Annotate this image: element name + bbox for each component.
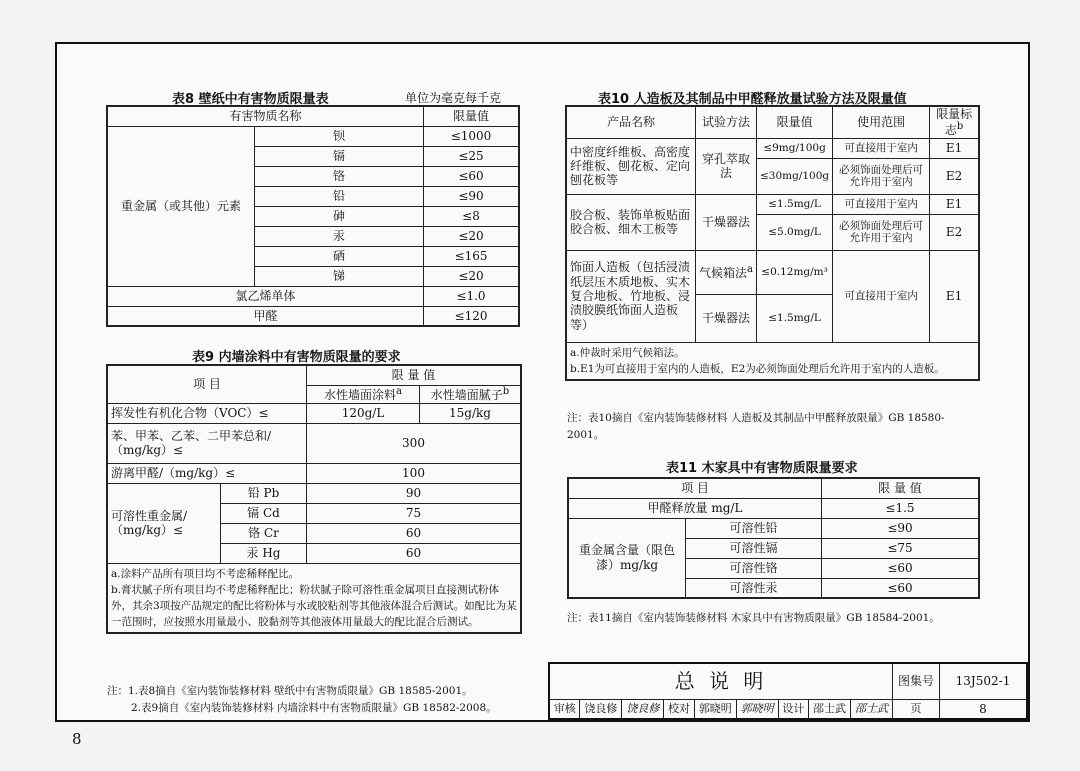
t8-metal-name: 砷 xyxy=(255,206,424,226)
t9-header-col1: 水性墙面涂料$^a$ xyxy=(307,385,420,403)
t10-mark: E1 xyxy=(930,138,979,158)
t10-note-a: a.仲裁时采用气候箱法。 xyxy=(570,346,685,359)
t11-metal-value: ≤60 xyxy=(822,558,980,578)
t10-header-range: 使用范围 xyxy=(833,106,930,138)
bottom-notes xyxy=(107,683,547,717)
t10-method-3a: 气候箱法$^a$ xyxy=(696,250,757,294)
atlas-number: 13J502-1 xyxy=(940,663,1028,699)
drawing-title: 总 说 明 xyxy=(549,663,893,699)
t10-header-limit: 限量值 xyxy=(757,106,833,138)
t8-metal-value: ≤1000 xyxy=(424,126,520,146)
designer-name: 邵士武 xyxy=(809,699,851,719)
t11-metal-name: 可溶性铅 xyxy=(686,518,822,538)
t9-formaldehyde-value: 100 xyxy=(307,463,522,483)
t11-group: 重金属含量（限色漆）mg/kg xyxy=(568,518,686,598)
t10-limit: ≤5.0mg/L xyxy=(757,214,833,250)
t10-product-2: 胶合板、装饰单板贴面胶合板、细木工板等 xyxy=(566,194,696,250)
t8-header-limit: 限量值 xyxy=(424,106,520,126)
table8 xyxy=(106,105,520,327)
t10-limit: ≤1.5mg/L xyxy=(757,194,833,214)
t9-voc-v2: 15g/kg xyxy=(420,403,522,423)
t8-metal-value: ≤20 xyxy=(424,226,520,246)
table11-title: 表11 木家具中有害物质限量要求 xyxy=(666,461,858,476)
review-label: 审核 xyxy=(549,699,580,719)
t10-product-1: 中密度纤维板、高密度纤维板、刨花板、定向刨花板等 xyxy=(566,138,696,194)
t11-source: 注：表11摘自《室内装饰装修材料 木家具中有害物质限量》GB 18584-2001。 xyxy=(567,612,940,624)
t10-mark: E2 xyxy=(930,214,979,250)
t9-notes xyxy=(107,563,521,633)
t11-metal-value: ≤90 xyxy=(822,518,980,538)
bottom-note-1: 注：1.表8摘自《室内装饰装修材料 壁纸中有害物质限量》GB 18585-2001。 xyxy=(107,685,473,697)
t8-group-label: 重金属（或其他）元素 xyxy=(107,126,255,286)
table9 xyxy=(106,364,522,634)
t11-metal-name: 可溶性镉 xyxy=(686,538,822,558)
t8-metal-value: ≤25 xyxy=(424,146,520,166)
t10-header-mark: 限量标志$^b$ xyxy=(930,106,979,138)
t8-metal-name: 硒 xyxy=(255,246,424,266)
t9-metal-name: 镉 Cd xyxy=(221,503,307,523)
t9-note-b: b.膏状腻子所有项目均不考虑稀释配比；粉状腻子除可溶性重金属项目直接测试粉体外，其余3项按产品规定的配比将粉体与水或胶粘剂等其他液体混合后测试。如配比为某一范围时，应按照水用量最小、胶黏剂等其他液体用量最大的配比混合后测试。 xyxy=(111,583,517,628)
t9-metal-value: 75 xyxy=(307,503,522,523)
t10-limit-3a: ≤0.12mg/m³ xyxy=(757,250,833,294)
t10-header-product: 产品名称 xyxy=(566,106,696,138)
t10-limit-3b: ≤1.5mg/L xyxy=(757,294,833,342)
t10-range: 必须饰面处理后可允许用于室内 xyxy=(833,158,930,194)
t9-metal-group: 可溶性重金属/（mg/kg）≤ xyxy=(107,483,221,563)
t11-metal-name: 可溶性铬 xyxy=(686,558,822,578)
t11-header-item: 项 目 xyxy=(568,478,822,498)
t9-benzene-value: 300 xyxy=(307,423,522,463)
t9-metal-name: 铅 Pb xyxy=(221,483,307,503)
t10-range-3: 可直接用于室内 xyxy=(833,250,930,342)
t10-mark-3: E1 xyxy=(930,250,979,342)
t9-metal-name: 铬 Cr xyxy=(221,523,307,543)
check-label: 校对 xyxy=(664,699,694,719)
t10-header-method: 试验方法 xyxy=(696,106,757,138)
t10-source: 注：表10摘自《室内装饰装修材料 人造板及其制品中甲醛释放限量》GB 18580-2001。 xyxy=(567,412,945,441)
t10-range: 可直接用于室内 xyxy=(833,194,930,214)
t10-mark: E2 xyxy=(930,158,979,194)
t9-metal-value: 60 xyxy=(307,543,522,563)
table9-title: 表9 内墙涂料中有害物质限量的要求 xyxy=(192,350,401,365)
table8-unit: 单位为毫克每千克 xyxy=(405,91,502,105)
t8-metal-name: 锑 xyxy=(255,266,424,286)
t9-header-item: 项 目 xyxy=(107,365,307,403)
t8-metal-name: 汞 xyxy=(255,226,424,246)
t8-metal-value: ≤90 xyxy=(424,186,520,206)
sheet-page-number: 8 xyxy=(940,699,1028,719)
checker-signature: 郭晓明 xyxy=(736,699,778,719)
design-label: 设计 xyxy=(778,699,808,719)
t8-metal-value: ≤8 xyxy=(424,206,520,226)
t10-product-3: 饰面人造板（包括浸渍纸层压木质地板、实木复合地板、竹地板、浸渍胶膜纸饰面人造板等） xyxy=(566,250,696,342)
table10 xyxy=(565,105,980,381)
designer-signature: 邵士武 xyxy=(851,699,893,719)
t8-metal-value: ≤60 xyxy=(424,166,520,186)
t11-formaldehyde-value: ≤1.5 xyxy=(822,498,980,518)
t11-header-limit: 限 量 值 xyxy=(822,478,980,498)
t11-metal-value: ≤75 xyxy=(822,538,980,558)
t8-metal-name: 钡 xyxy=(255,126,424,146)
t9-benzene-label: 苯、甲苯、乙苯、二甲苯总和/（mg/kg）≤ xyxy=(107,423,307,463)
t9-formaldehyde-label: 游离甲醛/（mg/kg）≤ xyxy=(107,463,307,483)
table10-title: 表10 人造板及其制品中甲醛释放量试验方法及限量值 xyxy=(598,92,907,107)
t9-header-limit: 限 量 值 xyxy=(307,365,522,385)
checker-name: 郭晓明 xyxy=(694,699,736,719)
t8-header-name: 有害物质名称 xyxy=(107,106,424,126)
reviewer-name: 饶良修 xyxy=(580,699,622,719)
t9-metal-value: 60 xyxy=(307,523,522,543)
t11-metal-name: 可溶性汞 xyxy=(686,578,822,598)
title-block xyxy=(548,662,1028,720)
page-number: 8 xyxy=(72,730,82,748)
t10-notes xyxy=(566,342,979,380)
atlas-label: 图集号 xyxy=(893,663,940,699)
t11-metal-value: ≤60 xyxy=(822,578,980,598)
t10-range: 可直接用于室内 xyxy=(833,138,930,158)
t8-metal-name: 铅 xyxy=(255,186,424,206)
t9-note-a: a.涂料产品所有项目均不考虑稀释配比。 xyxy=(111,567,300,580)
t8-other-name: 甲醛 xyxy=(107,306,424,326)
t10-range: 必须饰面处理后可允许用于室内 xyxy=(833,214,930,250)
t11-formaldehyde-label: 甲醛释放量 mg/L xyxy=(568,498,822,518)
t8-metal-name: 铬 xyxy=(255,166,424,186)
t10-limit: ≤9mg/100g xyxy=(757,138,833,158)
page-label: 页 xyxy=(893,699,940,719)
t10-limit: ≤30mg/100g xyxy=(757,158,833,194)
t10-method-2: 干燥器法 xyxy=(696,194,757,250)
t10-method-1: 穿孔萃取法 xyxy=(696,138,757,194)
t8-metal-value: ≤20 xyxy=(424,266,520,286)
t9-header-col2: 水性墙面腻子$^b$ xyxy=(420,385,522,403)
t9-voc-label: 挥发性有机化合物（VOC）≤ xyxy=(107,403,307,423)
t10-mark: E1 xyxy=(930,194,979,214)
t9-voc-v1: 120g/L xyxy=(307,403,420,423)
table8-title: 表8 壁纸中有害物质限量表 xyxy=(172,92,329,107)
t8-other-value: ≤120 xyxy=(424,306,520,326)
t10-note-b: b.E1为可直接用于室内的人造板，E2为必须饰面处理后允许用于室内的人造板。 xyxy=(570,362,945,375)
t8-metal-value: ≤165 xyxy=(424,246,520,266)
table11 xyxy=(567,477,980,599)
t10-method-3b: 干燥器法 xyxy=(696,294,757,342)
reviewer-signature: 饶良修 xyxy=(622,699,664,719)
t9-metal-name: 汞 Hg xyxy=(221,543,307,563)
t8-other-value: ≤1.0 xyxy=(424,286,520,306)
t9-metal-value: 90 xyxy=(307,483,522,503)
t8-metal-name: 镉 xyxy=(255,146,424,166)
bottom-note-2: 2.表9摘自《室内装饰装修材料 内墙涂料中有害物质限量》GB 18582-2008。 xyxy=(131,702,497,714)
t8-other-name: 氯乙烯单体 xyxy=(107,286,424,306)
